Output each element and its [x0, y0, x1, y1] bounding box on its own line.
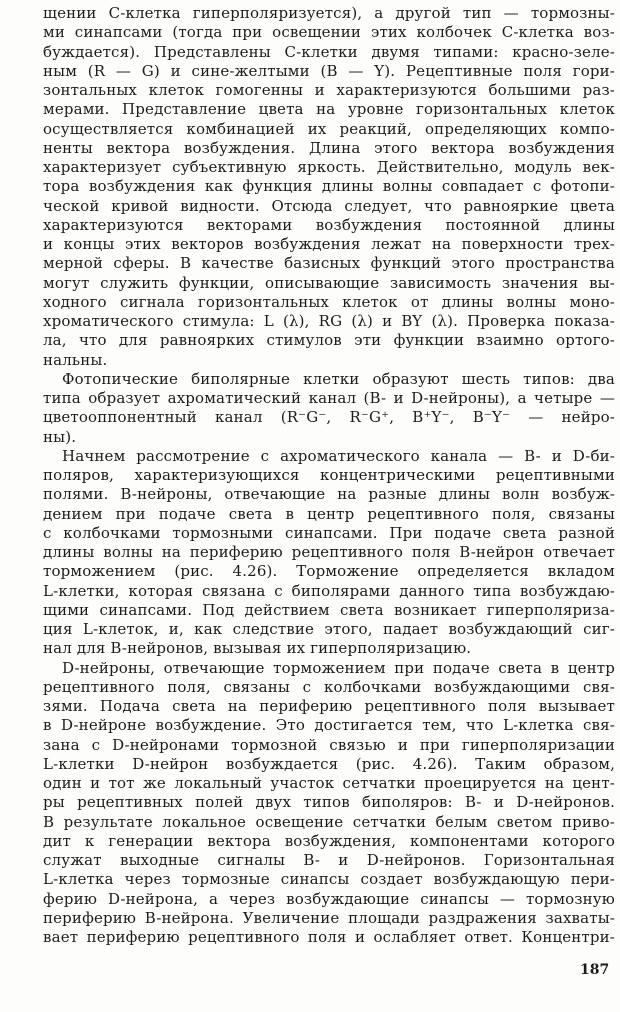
text-line: осуществляется комбинацией их реакций, определяющих компо-	[43, 119, 615, 138]
text-line: щении C-клетка гиперполяризуется), а другой тип — тормозны-	[43, 4, 615, 22]
paragraph-first-line: D-нейроны, отвечающие торможением при подаче света в центр	[62, 658, 615, 677]
paragraph-first-line: Фотопические биполярные клетки образуют шесть типов: два	[62, 369, 615, 388]
text-line: длины волны на периферию рецептивного поля B-нейрон отвечает	[43, 543, 615, 561]
text-line: ходного сигнала горизонтальных клеток от длины волны моно-	[43, 292, 615, 311]
text-line: поляров, характеризующихся концентрическими рецептивными	[43, 466, 615, 484]
text-line: с колбочками тормозными синапсами. При подаче света разной	[43, 523, 615, 542]
text-line: служат выходные сигналы B- и D-нейронов. Горизонтальная	[43, 851, 615, 869]
page-number: 187	[580, 962, 610, 978]
text-line: зями. Подача света на периферию рецептивного поля вызывает	[43, 697, 615, 715]
text-line: цветооппонентный канал (R⁻G⁻, R⁻G⁺, B⁺Y⁻, B⁻Y⁻ — нейро-	[43, 408, 615, 427]
text-line: тора возбуждения как функция длины волны совпадает с фотопи-	[43, 177, 615, 196]
text-line: характеризуются векторами возбуждения постоянной длины	[43, 215, 615, 234]
text-line: В результате локальное освещение сетчатки белым светом приво-	[43, 812, 615, 831]
text-line: L-клетки D-нейрон возбуждается (рис. 4.26). Таким образом,	[43, 754, 615, 773]
text-line: щими синапсами. Под действием света возникает гиперполяриза-	[43, 600, 615, 619]
text-line: L-клетки, которая связана с биполярами данного типа возбуждаю-	[43, 581, 615, 600]
text-line: и концы этих векторов возбуждения лежат на поверхности трех-	[43, 235, 615, 253]
text-line: ла, что для равнояркиx стимулов эти функции взаимно ортого-	[43, 331, 615, 350]
text-line: ми синапсами (тогда при освещении этих колбочек C-клетка воз-	[43, 23, 615, 42]
text-line: один и тот же локальный участок сетчатки проецируется на цент-	[43, 774, 615, 792]
text-line: ческой кривой видности. Отсюда следует, что равнояркие цвета	[43, 196, 615, 215]
text-line: нальны.	[43, 350, 108, 369]
text-line: дением при подаче света в центр рецептивного поля, связаны	[43, 504, 615, 523]
text-line: зана с D-нейронами тормозной связью и при гиперполяризации	[43, 735, 615, 754]
text-line: ны).	[43, 427, 77, 446]
body-text	[43, 4, 615, 947]
text-line: типа образует ахроматический канал (B- и D-нейроны), а четыре —	[43, 389, 615, 407]
text-line: буждается). Представлены C-клетки двумя типами: красно-зеле-	[43, 42, 615, 61]
text-line: периферию B-нейрона. Увеличение площади раздражения захваты-	[43, 908, 615, 927]
text-line: дит к генерации вектора возбуждения, компонентами которого	[43, 831, 615, 850]
paragraph-first-line: Начнем рассмотрение с ахроматического канала — B- и D-би-	[62, 446, 615, 465]
text-line: L-клетка через тормозные синапсы создает возбуждающую пери-	[43, 870, 615, 889]
text-line: в D-нейроне возбуждение. Это достигается тем, что L-клетка свя-	[43, 716, 615, 735]
text-line: зонтальных клеток гомогенны и характеризуются большими раз-	[43, 81, 615, 99]
text-line: торможением (рис. 4.26). Торможение определяется вкладом	[43, 562, 615, 581]
text-line: мерной сферы. В качестве базисных функций этого пространства	[43, 254, 615, 273]
text-line: вает периферию рецептивного поля и ослабляет ответ. Концентри-	[43, 928, 615, 946]
text-line: ры рецептивных полей двух типов биполяров: B- и D-нейронов.	[43, 793, 615, 812]
text-line: ция L-клеток, и, как следствие этого, падает возбуждающий сиг-	[43, 620, 615, 638]
text-line: могут служить функции, описывающие зависимость значения вы-	[43, 273, 615, 292]
text-line: полями. B-нейроны, отвечающие на разные длины волн возбуж-	[43, 485, 615, 504]
text-line: мерами. Представление цвета на уровне горизонтальных клеток	[43, 100, 615, 119]
text-line: ненты вектора возбуждения. Длина этого вектора возбуждения	[43, 138, 615, 157]
text-line: характеризует субъективную яркость. Действительно, модуль век-	[43, 158, 615, 176]
text-line: ным (R — G) и сине-желтыми (B — Y). Рецептивные поля гори-	[43, 61, 615, 80]
text-line: хроматического стимула: L (λ), RG (λ) и BY (λ). Проверка показа-	[43, 312, 615, 330]
text-line: ферию D-нейрона, а через возбуждающие синапсы — тормозную	[43, 889, 615, 908]
text-line: нал для B-нейронов, вызывая их гиперполяризацию.	[43, 639, 472, 658]
text-line: рецептивного поля, связаны с колбочками возбуждающими свя-	[43, 677, 615, 696]
